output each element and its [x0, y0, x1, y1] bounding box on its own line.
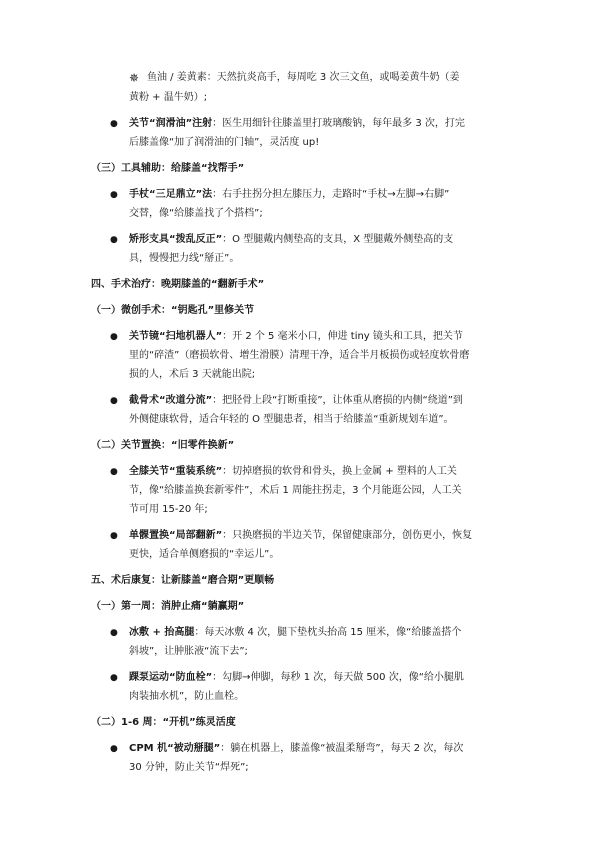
total-line-3: 节可用 15-20 年; [129, 504, 208, 515]
total-label: 全膝关节“重装系统” [129, 466, 223, 477]
scope-line-3: 损的人，术后 3 天就能出院; [129, 369, 256, 380]
pump-line-1 [129, 671, 464, 685]
bullet-icon: ● [110, 744, 118, 754]
cane-line-2: 交替，像“给膝盖找了个搭档”; [129, 208, 263, 219]
section-3-title: （三）工具辅助：给膝盖“找帮手” [91, 163, 245, 174]
pump-label: 踝泵运动“防血栓” [129, 672, 213, 683]
scope-line-1 [129, 330, 463, 344]
partial-line-2: 更快，适合单侧磨损的“幸运儿”。 [129, 549, 280, 560]
total-line-2: 节，像“给膝盖换套新零件”，术后 1 周能拄拐走，3 个月能逛公园，人工关 [129, 485, 462, 496]
cpm-line-1 [129, 742, 463, 756]
pump-text: ：勾脚→伸脚，每秒 1 次，每天做 500 次，像“给小腿肌 [212, 672, 464, 683]
bullet-icon: ● [110, 531, 118, 541]
cpm-label: CPM 机“被动掰腿” [129, 743, 221, 754]
section-5-1-title: （一）第一周：消肿止痛“躺赢期” [91, 601, 245, 612]
ice-line-2: 斜坡”，让肿胀液“流下去”; [129, 646, 248, 657]
bullet-icon: ● [110, 467, 118, 477]
section-4-title: 四、手术治疗：晚期膝盖的“翻新手术” [91, 279, 265, 290]
section-4-1-title: （一）微创手术：“钥匙孔”里修关节 [91, 305, 255, 316]
cane-label: 手杖“三足鼎立”法 [129, 189, 213, 200]
cane-text: ：右手拄拐分担左膝压力，走路时“手杖→左脚→右脚” [212, 189, 450, 200]
partial-text: ：只换磨损的半边关节，保留健康部分，创伤更小，恢复 [222, 530, 473, 541]
bullet-icon: ● [110, 190, 118, 200]
scope-line-2: 里的“碎渣”（磨损软骨、增生滑膜）清理干净，适合半月板损伤或轻度软骨磨 [129, 350, 470, 361]
sparkle-icon: ✵ [129, 71, 140, 85]
pump-line-2: 肉装抽水机”，防止血栓。 [129, 691, 245, 702]
osteotomy-text: ：把胫骨上段“打断重接”，让体重从磨损的内侧“绕道”到 [212, 395, 463, 406]
brace-label: 矫形支具“拨乱反正” [129, 234, 223, 245]
scope-text: ：开 2 个 5 毫米小口，伸进 tiny 镜头和工具，把关节 [222, 331, 463, 342]
cpm-text: ：躺在机器上，膝盖像“被温柔掰弯”，每天 2 次，每次 [220, 743, 464, 754]
section-5-2-title: （二）1-6 周：“开机”练灵活度 [91, 717, 236, 728]
bullet-icon: ● [110, 332, 118, 342]
scope-label: 关节镜“扫地机器人” [129, 331, 223, 342]
ice-text: ：每天冰敷 4 次，腿下垫枕头抬高 15 厘米，像“给膝盖搭个 [194, 627, 462, 638]
brace-line-1 [129, 233, 453, 247]
lubricant-line-2: 后膝盖像“加了润滑油的门轴”，灵活度 up! [129, 137, 320, 148]
brace-line-2: 具，慢慢把力线“掰正”。 [129, 253, 240, 264]
osteotomy-line-2: 外侧健康软骨，适合年轻的 O 型腿患者，相当于给膝盖“重新规划车道”。 [129, 414, 454, 425]
bullet-icon: ● [110, 119, 118, 129]
brace-text: ：O 型腿戴内侧垫高的支具，X 型腿戴外侧垫高的支 [222, 234, 454, 245]
lubricant-label: 关节“润滑油”注射 [129, 118, 213, 129]
ice-label: 冰敷 + 抬高腿 [129, 627, 195, 638]
cpm-line-2: 30 分钟，防止关节“焊死”; [129, 762, 249, 773]
total-text: ：切掉磨损的软骨和骨头，换上金属 + 塑料的人工关 [222, 466, 457, 477]
ice-line-1 [129, 626, 461, 640]
osteotomy-label: 截骨术“改道分流” [129, 395, 213, 406]
osteotomy-line-1 [129, 394, 463, 408]
partial-line-1 [129, 529, 472, 543]
intro-line-2: 黄粉 + 温牛奶）; [129, 92, 208, 103]
section-5-title: 五、术后康复：让新膝盖“磨合期”更顺畅 [91, 575, 275, 586]
bullet-icon: ● [110, 628, 118, 638]
intro-line-1: 鱼油 / 姜黄素：天然抗炎高手，每周吃 3 次三文鱼，或喝姜黄牛奶（姜 [147, 72, 460, 83]
lubricant-text: ：医生用细针往膝盖里打玻璃酸钠，每年最多 3 次，打完 [212, 118, 465, 129]
total-line-1 [129, 465, 457, 479]
bullet-icon: ● [110, 673, 118, 683]
cane-line-1 [129, 188, 449, 202]
bullet-icon: ● [110, 396, 118, 406]
section-4-2-title: （二）关节置换：“旧零件换新” [91, 440, 235, 451]
lubricant-line-1 [129, 117, 465, 131]
partial-label: 单髁置换“局部翻新” [129, 530, 223, 541]
bullet-icon: ● [110, 235, 118, 245]
